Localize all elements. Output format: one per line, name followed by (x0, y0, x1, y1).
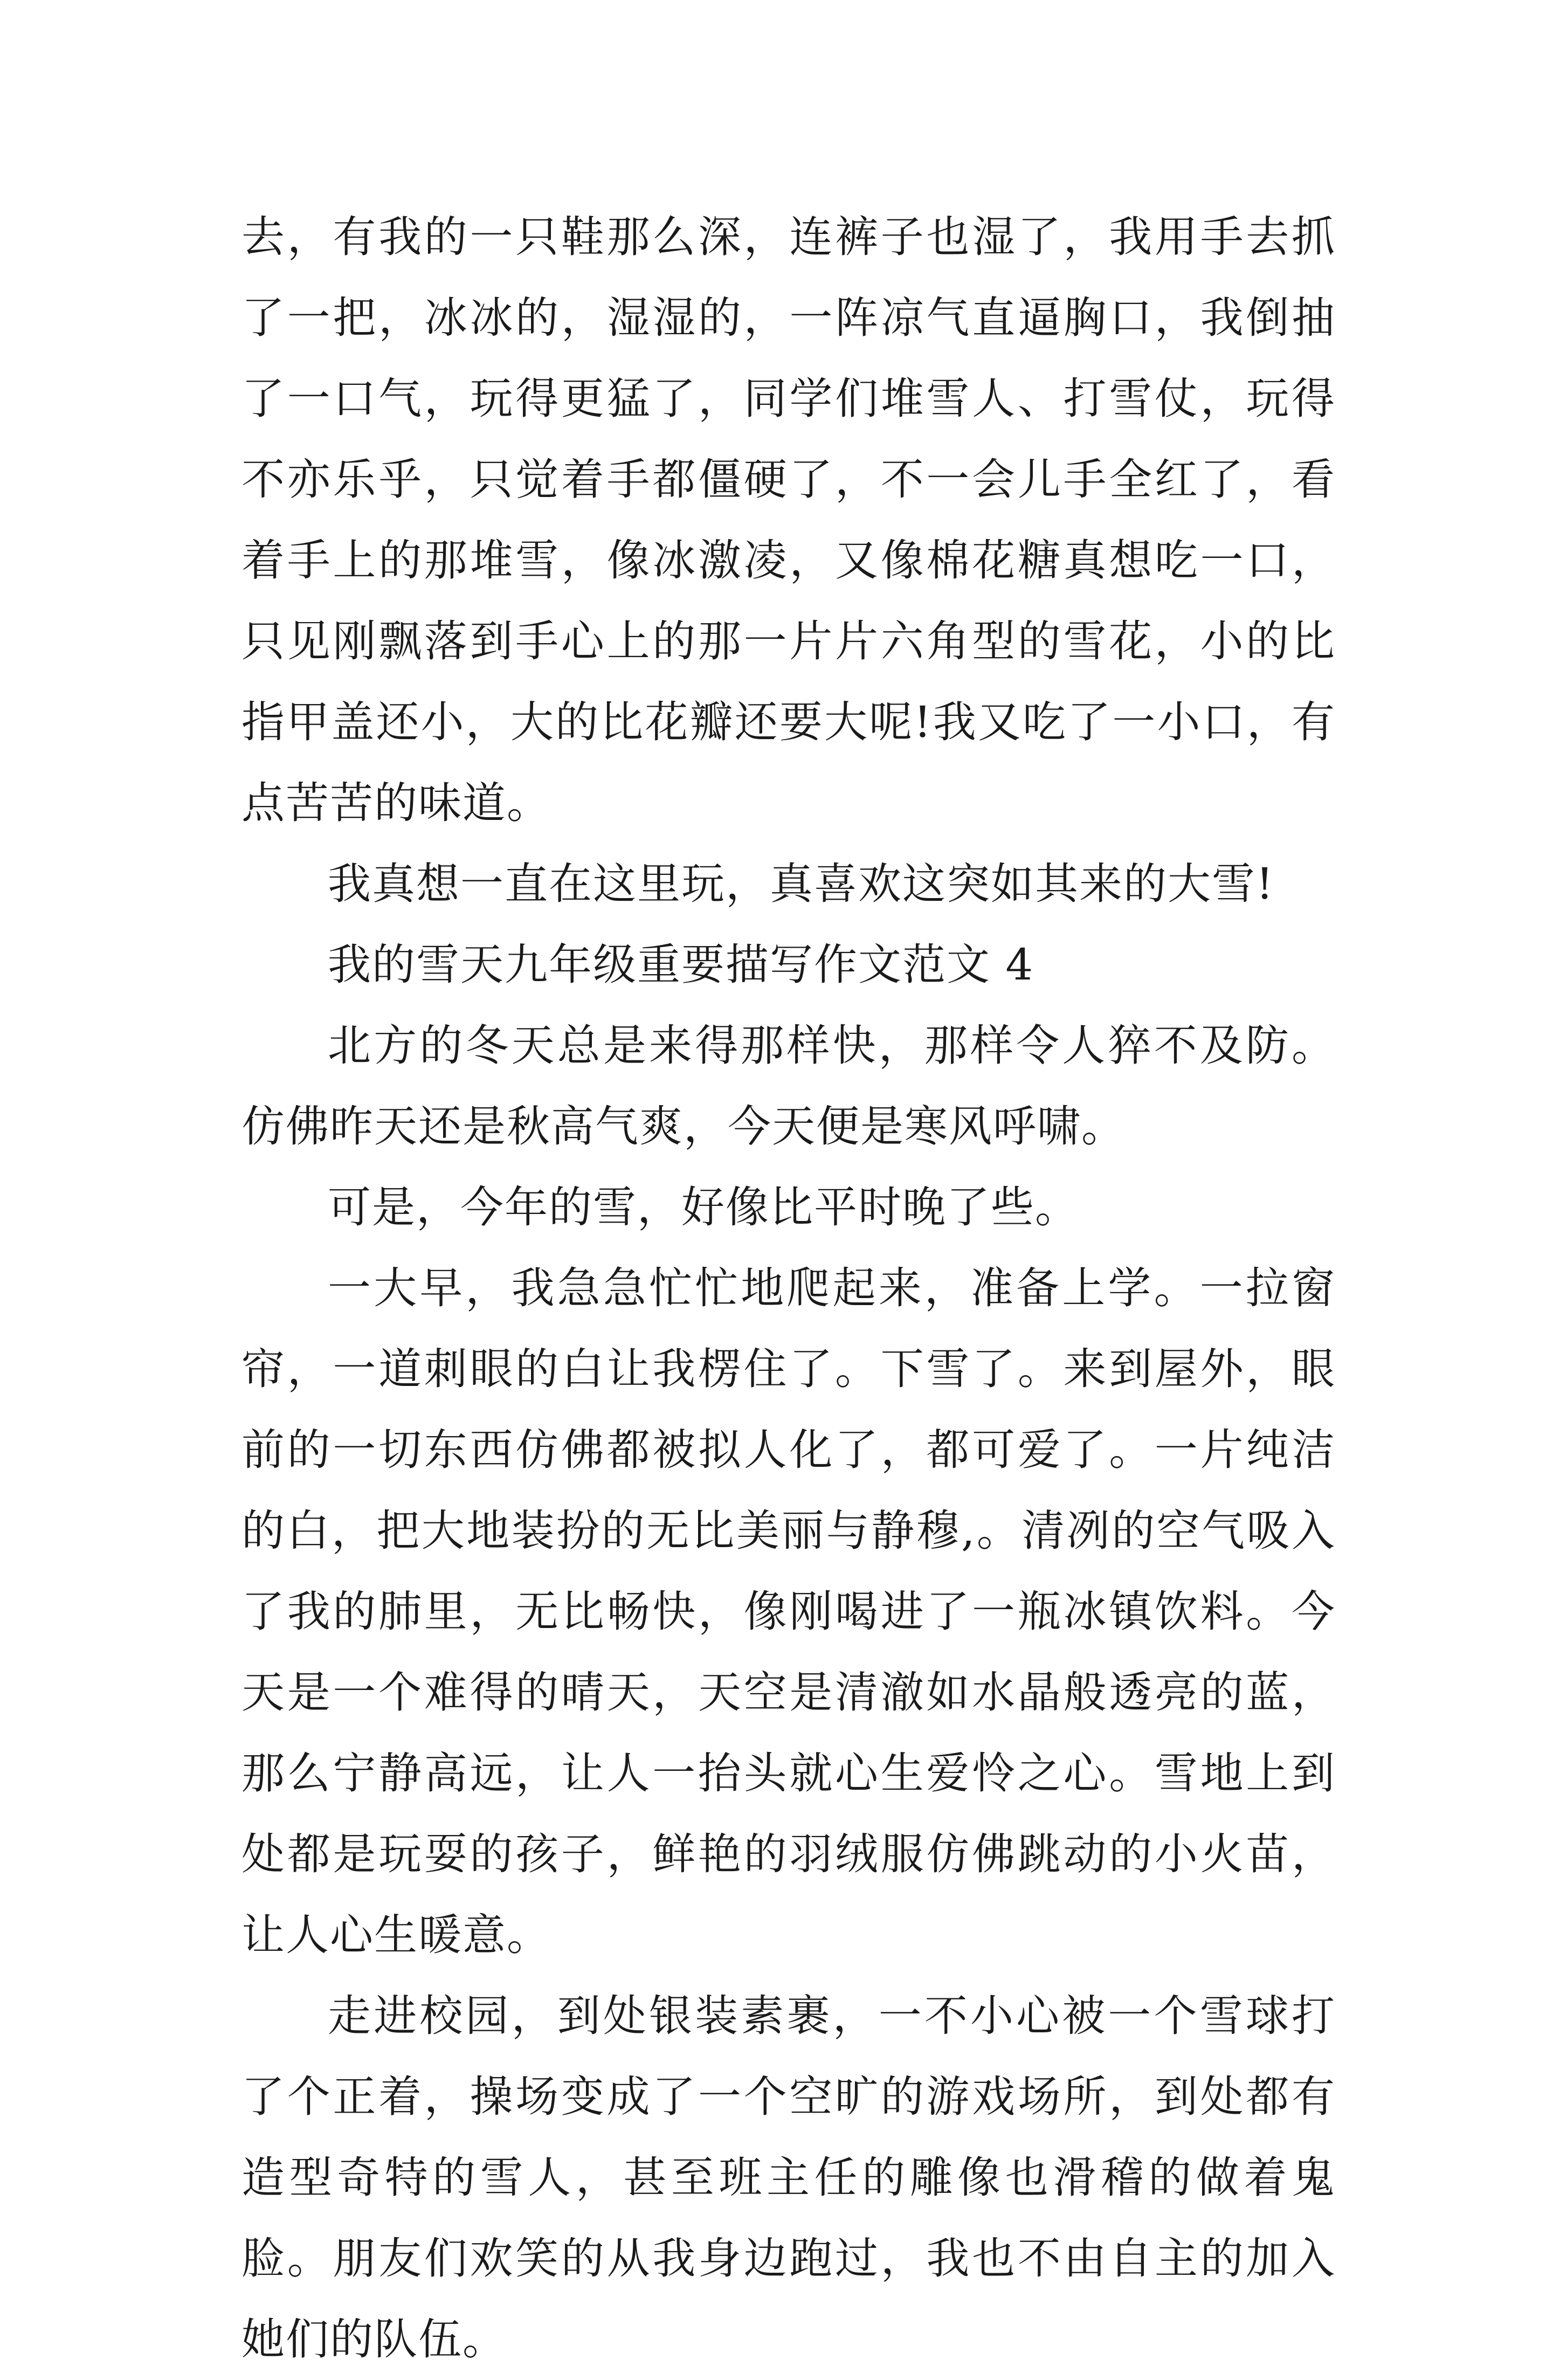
essay-body (241, 197, 1336, 2380)
paragraph: 可是，今年的雪，好像比平时晚了些。 (328, 1182, 1079, 1232)
section-heading: 我的雪天九年级重要描写作文范文 4 (328, 940, 1034, 990)
paragraph: 北方的冬天总是来得那样快，那样令人猝不及防。仿佛昨天还是秋高气爽，今天便是寒风呼啸。 (241, 1020, 1336, 1151)
paragraph: 我真想一直在这里玩，真喜欢这突如其来的大雪! (328, 859, 1275, 909)
paragraph: 一大早，我急急忙忙地爬起来，准备上学。一拉窗帘，一道刺眼的白让我楞住了。下雪了。来到屋外，眼前的一切东西仿佛都被拟人化了，都可爱了。一片纯洁的白，把大地装扮的无比美丽与静穆,。清冽的空气吸入了我的肺里，无比畅快，像刚喝进了一瓶冰镇饮料。今天是一个难得的晴天，天空是清澈如水晶般透亮的蓝，那么宁静高远，让人一抬头就心生爱怜之心。雪地上到处都是玩耍的孩子，鲜艳的羽绒服仿佛跳动的小火苗，让人心生暖意。 (241, 1263, 1336, 1960)
paragraph: 走进校园，到处银装素裹，一不小心被一个雪球打了个正着，操场变成了一个空旷的游戏场所，到处都有造型奇特的雪人，甚至班主任的雕像也滑稽的做着鬼脸。朋友们欢笑的从我身边跑过，我也不由自主的加入她们的队伍。 (241, 1991, 1336, 2364)
paragraph-continuation: 去，有我的一只鞋那么深，连裤子也湿了，我用手去抓了一把，冰冰的，湿湿的，一阵凉气直逼胸口，我倒抽了一口气，玩得更猛了，同学们堆雪人、打雪仗，玩得不亦乐乎，只觉着手都僵硬了，不一会儿手全红了，看着手上的那堆雪，像冰激凌，又像棉花糖真想吃一口，只见刚飘落到手心上的那一片片六角型的雪花，小的比指甲盖还小，大的比花瓣还要大呢!我又吃了一小口，有点苦苦的味道。 (241, 212, 1336, 828)
